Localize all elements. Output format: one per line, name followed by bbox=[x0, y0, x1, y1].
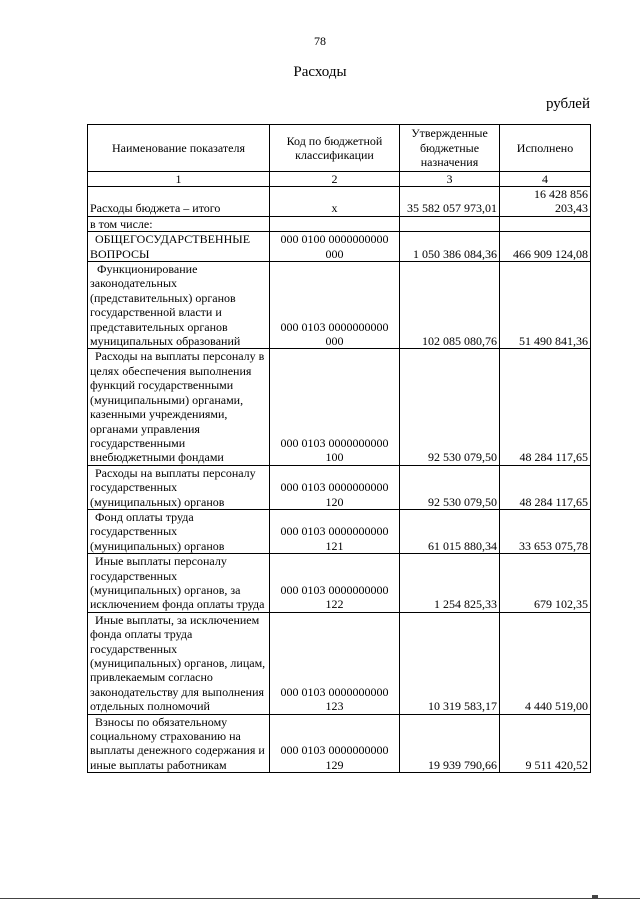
row-name: Фонд оплаты труда государственных (муниципальных) органов bbox=[88, 509, 270, 553]
page-bottom-mark bbox=[592, 895, 598, 899]
row-name: в том числе: bbox=[88, 216, 270, 231]
row-executed: 51 490 841,36 bbox=[500, 262, 591, 349]
table-row bbox=[88, 465, 591, 509]
header-executed: Исполнено bbox=[500, 125, 591, 172]
row-executed: 9 511 420,52 bbox=[500, 714, 591, 773]
column-number: 1 bbox=[88, 172, 270, 187]
expenses-table bbox=[87, 124, 591, 773]
row-executed: 48 284 117,65 bbox=[500, 349, 591, 465]
page-bottom-rule bbox=[0, 898, 640, 899]
row-executed: 679 102,35 bbox=[500, 554, 591, 613]
row-code: 000 0103 0000000000 129 bbox=[270, 714, 400, 773]
row-code bbox=[270, 216, 400, 231]
row-approved bbox=[400, 216, 500, 231]
header-code: Код по бюджетной классификации bbox=[270, 125, 400, 172]
column-number: 3 bbox=[400, 172, 500, 187]
table-row bbox=[88, 509, 591, 553]
table-row bbox=[88, 554, 591, 613]
row-approved: 10 319 583,17 bbox=[400, 612, 500, 714]
header-name: Наименование показателя bbox=[88, 125, 270, 172]
header-approved: Утвержденные бюджетные назначения bbox=[400, 125, 500, 172]
page-title: Расходы bbox=[293, 64, 347, 80]
row-name: Расходы на выплаты персоналу государственных (муниципальных) органов bbox=[88, 465, 270, 509]
row-code: 000 0103 0000000000 123 bbox=[270, 612, 400, 714]
row-code: 000 0100 0000000000 000 bbox=[270, 232, 400, 262]
row-executed: 33 653 075,78 bbox=[500, 509, 591, 553]
row-executed: 48 284 117,65 bbox=[500, 465, 591, 509]
table-row bbox=[88, 349, 591, 465]
row-approved: 19 939 790,66 bbox=[400, 714, 500, 773]
table-row bbox=[88, 714, 591, 773]
row-code: 000 0103 0000000000 122 bbox=[270, 554, 400, 613]
row-approved: 1 254 825,33 bbox=[400, 554, 500, 613]
row-code: 000 0103 0000000000 120 bbox=[270, 465, 400, 509]
row-name: Взносы по обязательному социальному страхованию на выплаты денежного содержания и иные выплаты работникам bbox=[88, 714, 270, 773]
row-code: 000 0103 0000000000 000 bbox=[270, 262, 400, 349]
table-row bbox=[88, 232, 591, 262]
currency-unit: рублей bbox=[545, 96, 590, 112]
row-executed: 466 909 124,08 bbox=[500, 232, 591, 262]
row-approved: 61 015 880,34 bbox=[400, 509, 500, 553]
row-name: Иные выплаты, за исключением фонда оплаты труда государственных (муниципальных) органов, лицам, привлекаемым согласно законодательству для выполнения отдельных полномочий bbox=[88, 612, 270, 714]
row-code: 000 0103 0000000000 100 bbox=[270, 349, 400, 465]
header-row bbox=[88, 125, 591, 172]
row-approved: 1 050 386 084,36 bbox=[400, 232, 500, 262]
row-name: Функционирование законодательных (представительных) органов государственной власти и представительных органов муниципальных образований bbox=[88, 262, 270, 349]
row-executed bbox=[500, 216, 591, 231]
row-name: Расходы на выплаты персоналу в целях обеспечения выполнения функций государственными (муниципальными) органами, казенными учреждениями, органами управления государственными внебюджетными фондами bbox=[88, 349, 270, 465]
row-executed: 4 440 519,00 bbox=[500, 612, 591, 714]
column-number: 2 bbox=[270, 172, 400, 187]
page-number: 78 bbox=[314, 34, 326, 48]
row-approved: 35 582 057 973,01 bbox=[400, 187, 500, 217]
column-number: 4 bbox=[500, 172, 591, 187]
row-code: x bbox=[270, 187, 400, 217]
column-number-row bbox=[88, 172, 591, 187]
row-approved: 92 530 079,50 bbox=[400, 349, 500, 465]
row-approved: 102 085 080,76 bbox=[400, 262, 500, 349]
table-row bbox=[88, 187, 591, 217]
table-row bbox=[88, 262, 591, 349]
row-executed bbox=[500, 187, 591, 217]
table-row bbox=[88, 612, 591, 714]
row-name: Расходы бюджета – итого bbox=[88, 187, 270, 217]
row-executed-value: 16 428 856 203,43 bbox=[534, 187, 588, 216]
row-code: 000 0103 0000000000 121 bbox=[270, 509, 400, 553]
row-name: ОБЩЕГОСУДАРСТВЕННЫЕ ВОПРОСЫ bbox=[88, 232, 270, 262]
row-name: Иные выплаты персоналу государственных (муниципальных) органов, за исключением фонда оплаты труда bbox=[88, 554, 270, 613]
table-row bbox=[88, 216, 591, 231]
row-approved: 92 530 079,50 bbox=[400, 465, 500, 509]
